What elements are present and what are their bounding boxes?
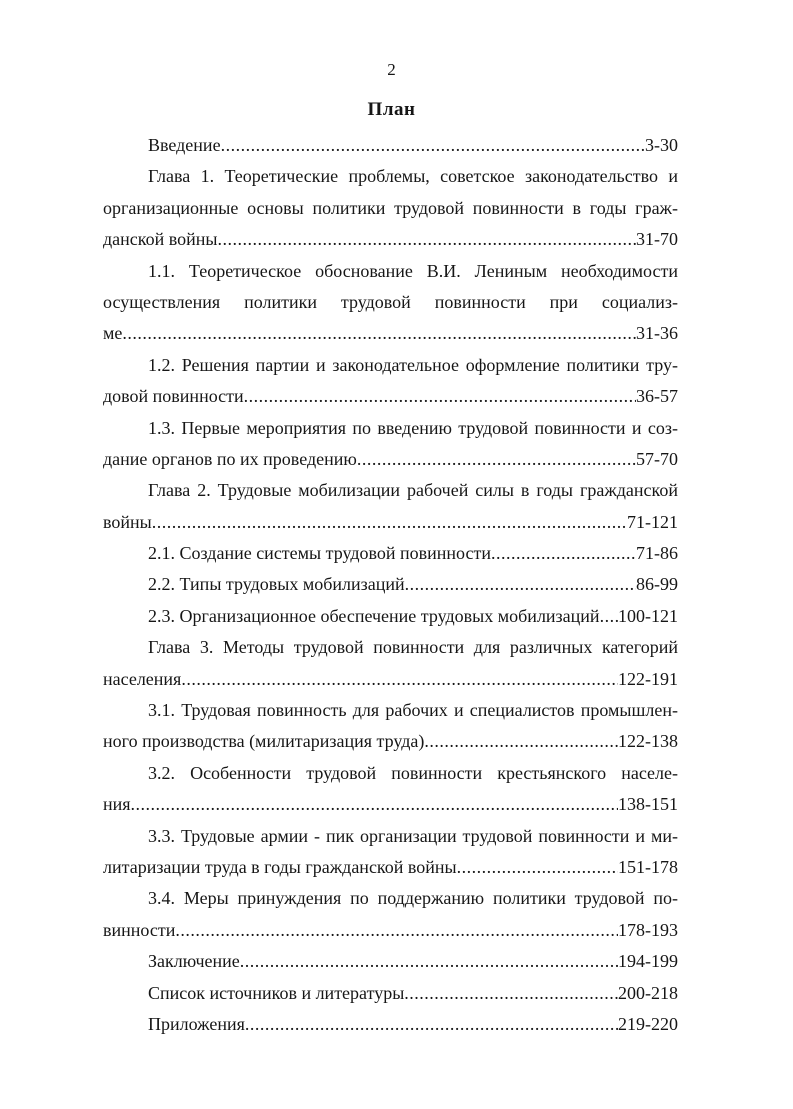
dot-leader (131, 789, 618, 820)
dot-leader (175, 915, 618, 946)
toc-entry-chapter-1-last (103, 224, 678, 255)
toc-entry-pages: 36-57 (636, 386, 678, 407)
dot-leader (404, 978, 618, 1009)
toc-entry-text: Приложения (148, 1013, 245, 1034)
toc-entry-chapter-2: Глава 2. Трудовые мобилизации рабочей силы в годы гражданской (148, 480, 678, 501)
toc-entry-pages: 71-86 (636, 543, 678, 564)
dot-leader (152, 507, 627, 538)
toc-entry-text: Введение (148, 135, 221, 155)
toc-entry-text: ния (103, 794, 131, 815)
toc-entry-section-3-3: 3.3. Трудовые армии - пик организации трудовой повинности и ми- (148, 825, 678, 846)
toc-entry-text: дание органов по их проведению (103, 448, 357, 469)
toc-entry-pages: 86-99 (636, 574, 678, 595)
toc-entry-section-3-4: 3.4. Меры принуждения по поддержанию политики трудовой по- (148, 888, 678, 909)
toc-entry-text: литаризации труда в годы гражданской войны (103, 856, 457, 877)
toc-entry-pages: 194-199 (618, 951, 678, 972)
dot-leader (181, 664, 618, 695)
dot-leader (122, 318, 636, 349)
dot-leader (221, 130, 645, 161)
toc-entry-section-1-3: 1.3. Первые мероприятия по введению трудовой повинности и соз- (148, 417, 678, 438)
toc-entry-text: данской войны (103, 229, 218, 250)
toc-entry-pages: 100-121 (618, 605, 678, 626)
toc-entry-text: 2.3. Организационное обеспечение трудовых мобилизаций (148, 605, 600, 626)
toc-entry-section-3-1: 3.1. Трудовая повинность для рабочих и специалистов промышлен- (148, 700, 678, 721)
toc-entry-pages: 71-121 (627, 511, 678, 532)
toc-entry-text: 2.1. Создание системы трудовой повинности (148, 543, 491, 564)
toc-title: План (367, 99, 416, 120)
dot-leader (245, 1009, 618, 1040)
toc-entry-chapter-2-last (103, 507, 678, 538)
toc-entry-pages: 31-36 (636, 323, 678, 344)
toc-entry-text: Заключение (148, 951, 240, 972)
toc-entry-section-3-2: 3.2. Особенности трудовой повинности крестьянского населе- (148, 762, 678, 783)
toc-entry-section-3-4-last (103, 915, 678, 946)
toc-entry-intro (103, 130, 678, 161)
dot-leader (424, 726, 618, 757)
dot-leader (217, 224, 636, 255)
dot-leader (240, 946, 618, 977)
toc-entry-pages: 31-70 (636, 229, 678, 250)
toc-entry-appendices (103, 1009, 678, 1040)
toc-entry-text: ме (103, 323, 123, 344)
toc-entry-section-1-1: 1.1. Теоретическое обоснование В.И. Лениным необходимости (148, 260, 678, 281)
toc-entry-chapter-3: Глава 3. Методы трудовой повинности для различных категорий (148, 637, 678, 658)
toc-entry-pages: 57-70 (636, 448, 678, 469)
table-of-contents (103, 130, 678, 1040)
toc-entry-section-3-3-last (103, 852, 678, 883)
toc-entry-section-3-2-last (103, 789, 678, 820)
toc-entry-pages: 3-30 (645, 135, 678, 155)
toc-entry-section-1-1-cont: осуществления политики трудовой повинности при социализ- (103, 291, 678, 312)
toc-entry-text: 2.2. Типы трудовых мобилизаций (148, 574, 405, 595)
toc-entry-chapter-3-last (103, 664, 678, 695)
toc-entry-section-2-2 (103, 569, 678, 600)
toc-entry-text: довой повинности (103, 386, 244, 407)
dot-leader (405, 569, 636, 600)
toc-entry-section-1-1-last (103, 318, 678, 349)
toc-entry-section-3-1-last (103, 726, 678, 757)
toc-entry-text: винности (103, 919, 176, 940)
toc-entry-chapter-1: Глава 1. Теоретические проблемы, советское законодательство и (148, 166, 678, 187)
dot-leader (357, 444, 636, 475)
toc-entry-section-1-2-last (103, 381, 678, 412)
dot-leader (244, 381, 636, 412)
toc-entry-pages: 138-151 (618, 794, 678, 815)
toc-entry-chapter-1-cont: организационные основы политики трудовой повинности в годы граж- (103, 197, 678, 218)
toc-entry-pages: 151-178 (618, 856, 678, 877)
toc-entry-section-2-1 (103, 538, 678, 569)
toc-entry-pages: 122-138 (618, 731, 678, 752)
toc-entry-pages: 200-218 (618, 982, 678, 1003)
dot-leader (491, 538, 636, 569)
toc-entry-conclusion (103, 946, 678, 977)
toc-entry-pages: 122-191 (618, 668, 678, 689)
toc-entry-text: населения (103, 668, 182, 689)
toc-entry-section-1-2: 1.2. Решения партии и законодательное оформление политики тру- (148, 354, 678, 375)
dot-leader (600, 601, 618, 632)
toc-entry-pages: 178-193 (618, 919, 678, 940)
toc-entry-text: ного производства (милитаризация труда) (103, 731, 425, 752)
toc-entry-section-2-3 (103, 601, 678, 632)
toc-entry-text: войны (103, 511, 152, 532)
toc-entry-section-1-3-last (103, 444, 678, 475)
toc-entry-text: Список источников и литературы (148, 982, 405, 1003)
toc-entry-pages: 219-220 (618, 1013, 678, 1034)
page-number: 2 (387, 60, 396, 79)
toc-entry-references (103, 978, 678, 1009)
dot-leader (457, 852, 618, 883)
